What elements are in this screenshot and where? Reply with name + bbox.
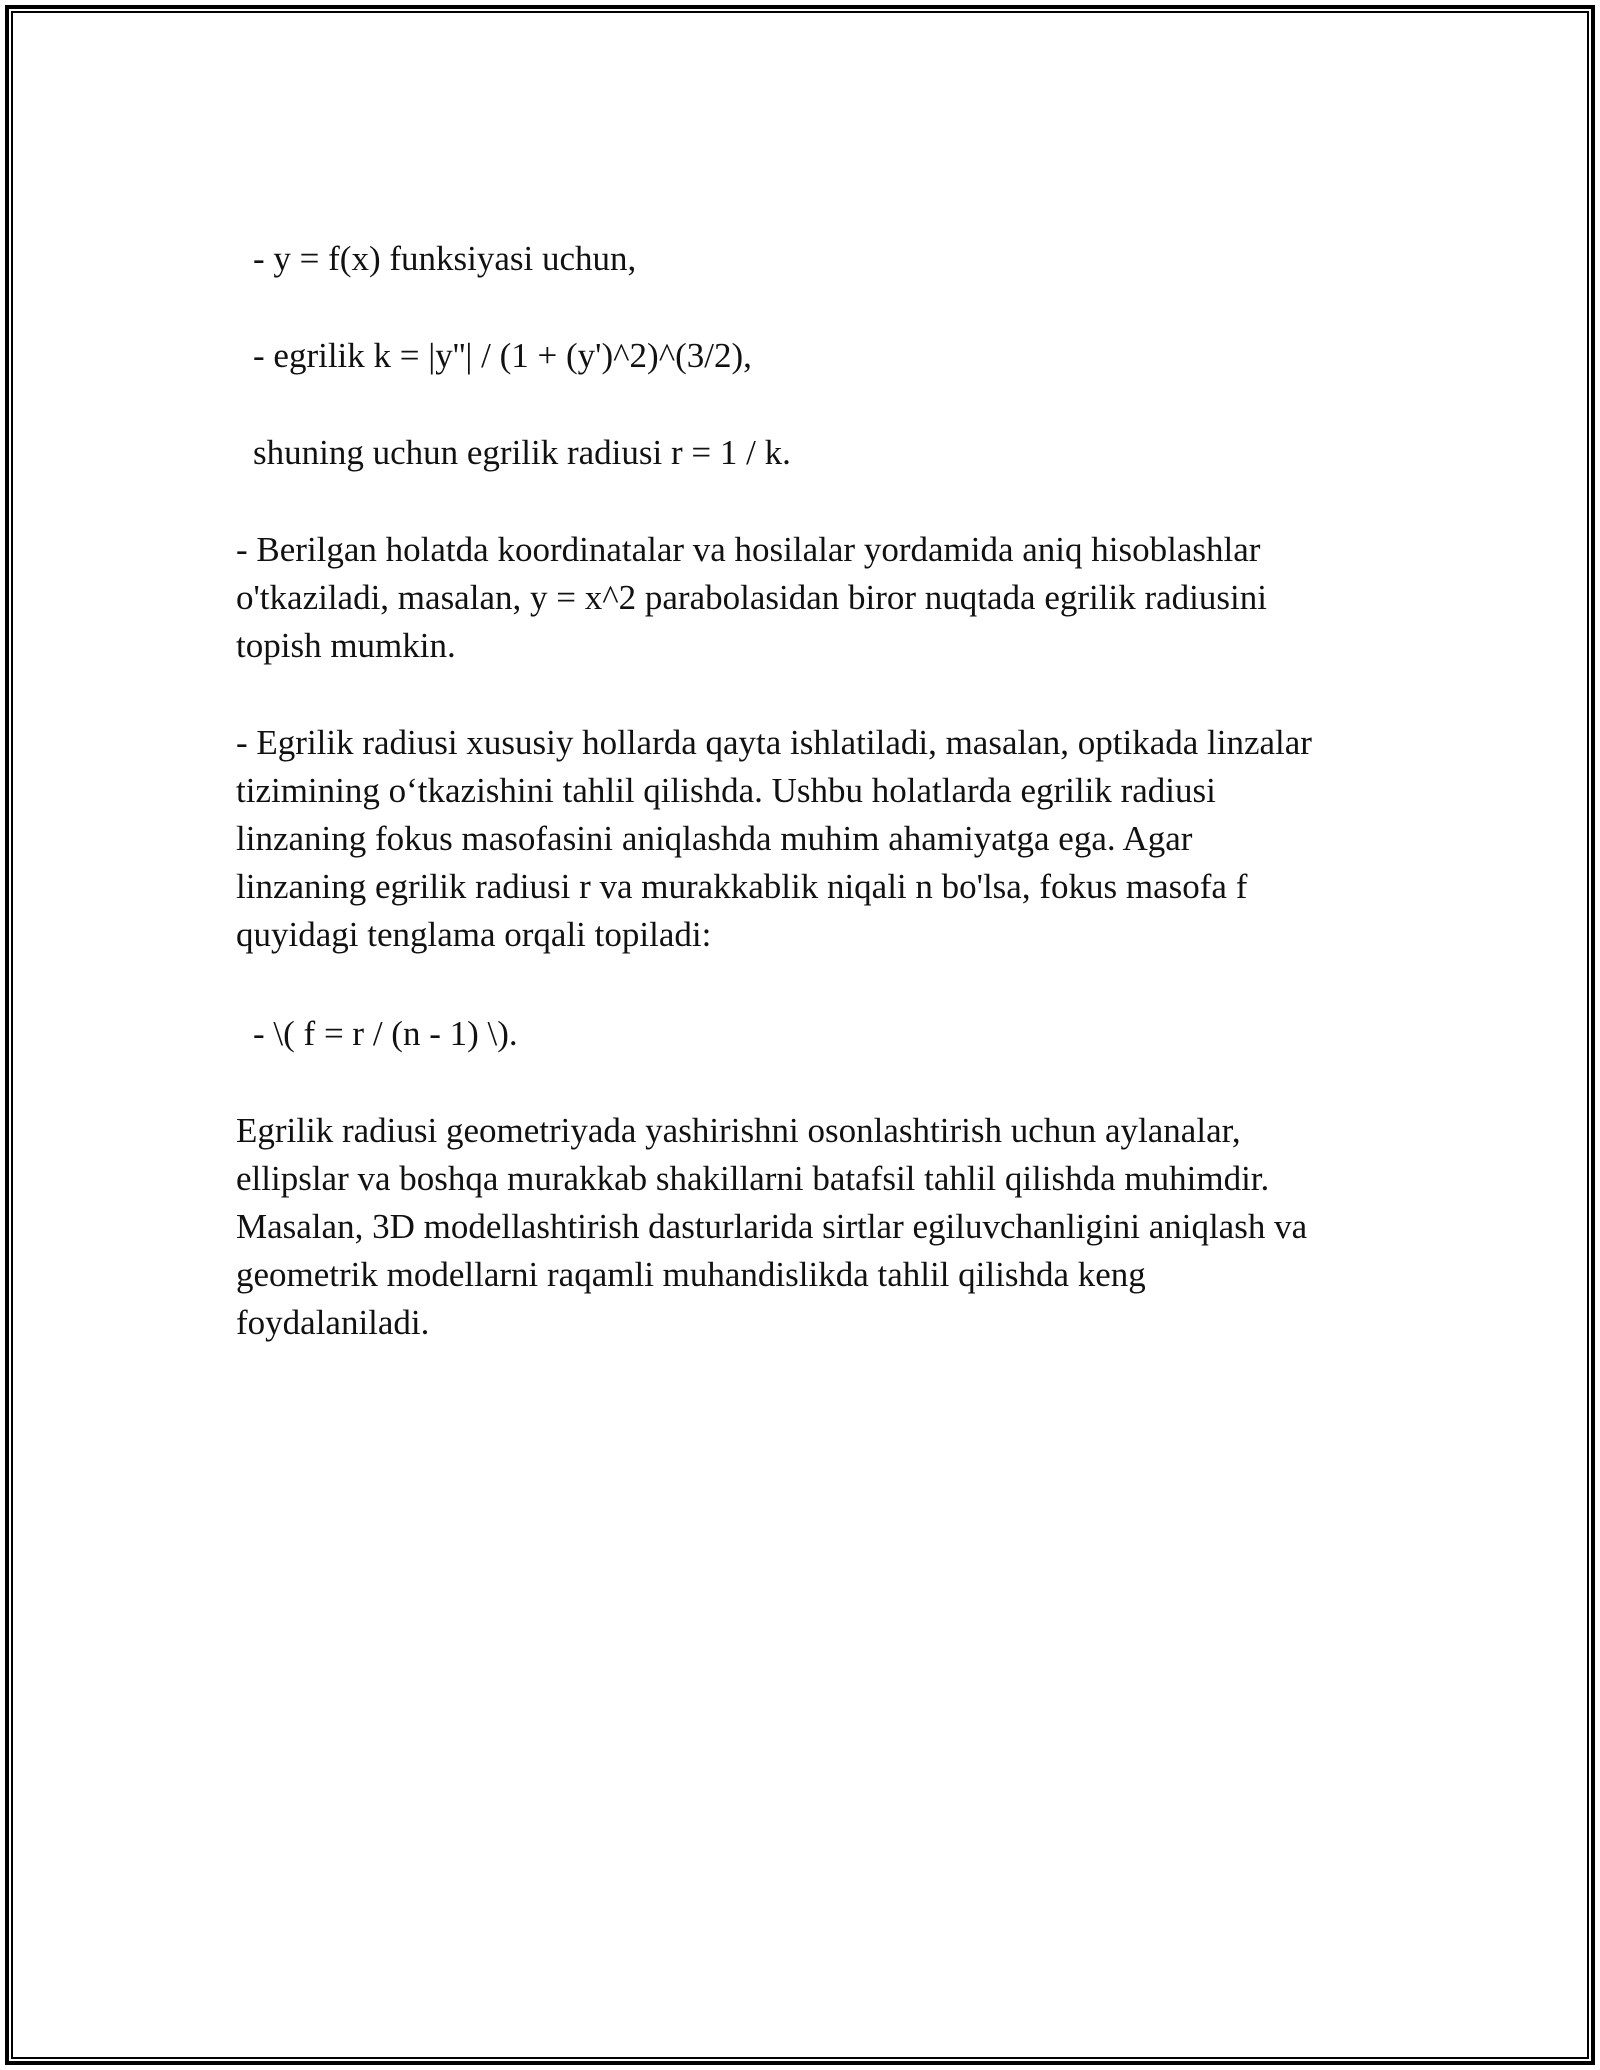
paragraph-1-line-2: o'tkaziladi, masalan, y = x^2 parabolasidan biror nuqtada egrilik radiusini: [236, 578, 1267, 617]
paragraph-3-line-5: foydalaniladi.: [236, 1303, 430, 1342]
paragraph-3-line-4: geometrik modellarni raqamli muhandislikda tahlil qilishda keng: [236, 1255, 1146, 1294]
focal-length-formula-item: - \( f = r / (n - 1) \).: [253, 1014, 518, 1053]
paragraph-2-line-1: - Egrilik radiusi xususiy hollarda qayta ishlatiladi, masalan, optikada linzalar: [236, 723, 1312, 762]
paragraph-3-line-1: Egrilik radiusi geometriyada yashirishni osonlashtirish uchun aylanalar,: [236, 1111, 1241, 1150]
paragraph-2-line-2: tizimining o‘tkazishini tahlil qilishda. Ushbu holatlarda egrilik radiusi: [236, 771, 1216, 810]
function-definition-item: - y = f(x) funksiyasi uchun,: [253, 239, 637, 278]
radius-of-curvature-line: shuning uchun egrilik radiusi r = 1 / k.: [253, 433, 791, 472]
paragraph-2-line-4: linzaning egrilik radiusi r va murakkablik niqali n bo'lsa, fokus masofa f: [236, 867, 1248, 906]
curvature-formula-item: - egrilik k = |y''| / (1 + (y')^2)^(3/2),: [253, 336, 752, 375]
paragraph-2-line-5: quyidagi tenglama orqali topiladi:: [236, 915, 712, 954]
paragraph-1-line-3: topish mumkin.: [236, 626, 456, 665]
paragraph-3-line-2: ellipslar va boshqa murakkab shakillarni batafsil tahlil qilishda muhimdir.: [236, 1159, 1270, 1198]
paragraph-2-line-3: linzaning fokus masofasini aniqlashda muhim ahamiyatga ega. Agar: [236, 819, 1193, 858]
paragraph-1-line-1: - Berilgan holatda koordinatalar va hosilalar yordamida aniq hisoblashlar: [236, 530, 1261, 569]
paragraph-3-line-3: Masalan, 3D modellashtirish dasturlarida sirtlar egiluvchanligini aniqlash va: [236, 1207, 1308, 1246]
page-border-inner: [11, 11, 1589, 2059]
